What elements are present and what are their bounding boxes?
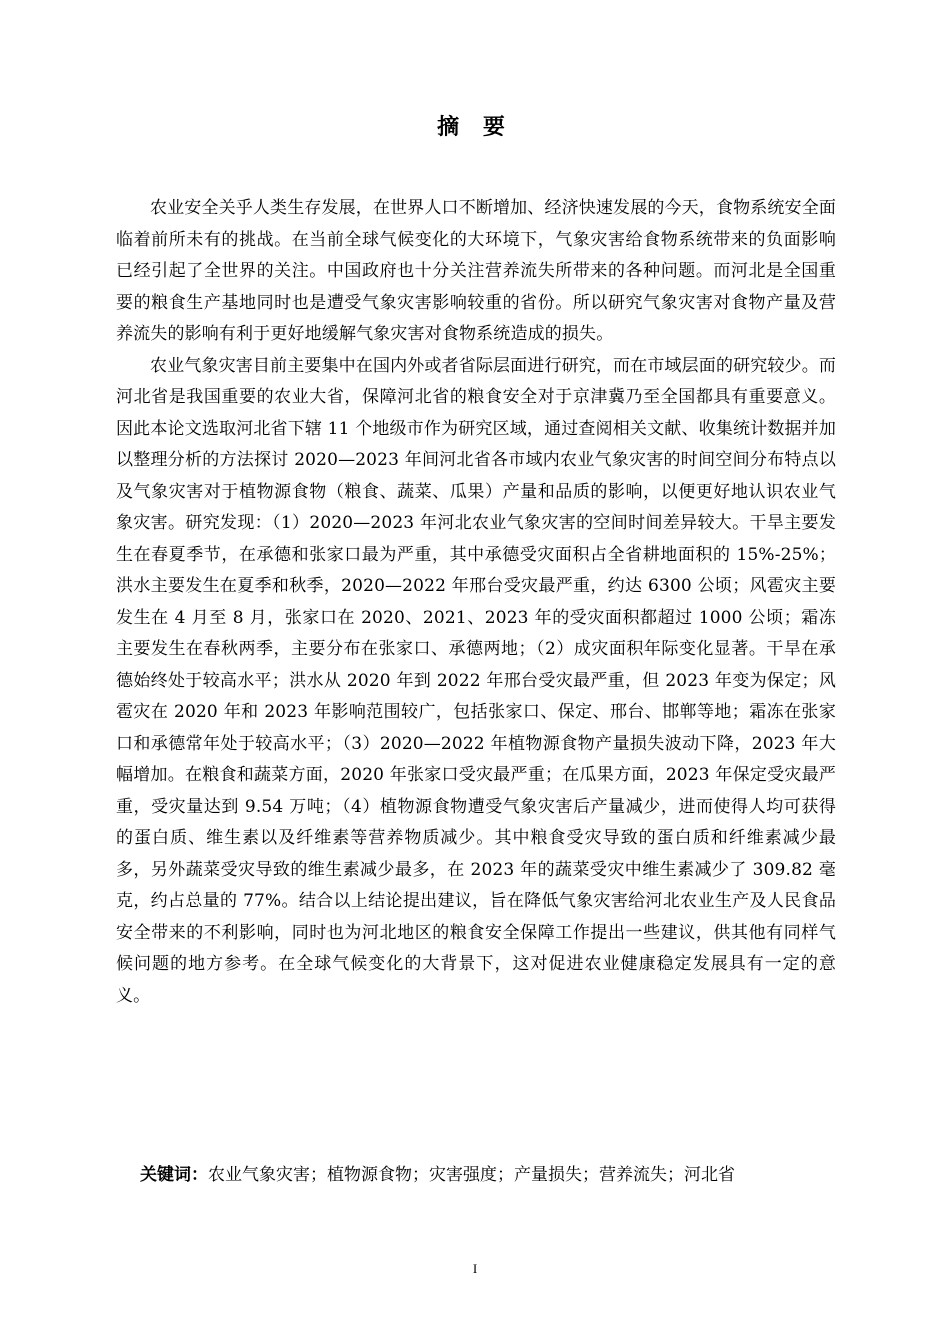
keywords-line	[140, 1161, 860, 1189]
abstract-body	[116, 193, 836, 1012]
abstract-paragraph-1: 农业安全关乎人类生存发展，在世界人口不断增加、经济快速发展的今天，食物系统安全面临着前所未有的挑战。在当前全球气候变化的大环境下，气象灾害给食物系统带来的负面影响已经引起了全世界的关注。中国政府也十分关注营养流失所带来的各种问题。而河北是全国重要的粮食生产基地同时也是遭受气象灾害影响较重的省份。所以研究气象灾害对食物产量及营养流失的影响有利于更好地缓解气象灾害对食物系统造成的损失。	[116, 198, 836, 344]
keywords-label: 关键词：	[140, 1165, 208, 1185]
page-title: 摘 要	[437, 115, 513, 140]
page-number: I	[472, 1261, 478, 1276]
keywords-text: 农业气象灾害；植物源食物；灾害强度；产量损失；营养流失；河北省	[208, 1165, 735, 1185]
abstract-paragraph-2: 农业气象灾害目前主要集中在国内外或者省际层面进行研究，而在市域层面的研究较少。而河北省是我国重要的农业大省，保障河北省的粮食安全对于京津冀乃至全国都具有重要意义。因此本论文选取河北省下辖 11 个地级市作为研究区域，通过查阅相关文献、收集统计数据并加以整理分析的方法探讨 2020—2023 年间河北省各市域内农业气象灾害的时间空间分布特点以及气象灾害对于植物源食物（粮食、蔬菜、瓜果）产量和品质的影响，以便更好地认识农业气象灾害。研究发现：（1）2020—2023 年河北农业气象灾害的空间时间差异较大。干旱主要发生在春夏季节，在承德和张家口最为严重，其中承德受灾面积占全省耕地面积的 15%-25%；洪水主要发生在夏季和秋季，2020—2022 年邢台受灾最严重，约达 6300 公顷；风雹灾主要发生在 4 月至 8 月，张家口在 2020、2021、2023 年的受灾面积都超过 1000 公顷；霜冻主要发生在春秋两季，主要分布在张家口、承德两地；（2）成灾面积年际变化显著。干旱在承德始终处于较高水平；洪水从 2020 年到 2022 年邢台受灾最严重，但 2023 年变为保定；风雹灾在 2020 年和 2023 年影响范围较广，包括张家口、保定、邢台、邯郸等地；霜冻在张家口和承德常年处于较高水平；（3）2020—2022 年植物源食物产量损失波动下降，2023 年大幅增加。在粮食和蔬菜方面，2020 年张家口受灾最严重；在瓜果方面，2023 年保定受灾最严重，受灾量达到 9.54 万吨；（4）植物源食物遭受气象灾害后产量减少，进而使得人均可获得的蛋白质、维生素以及纤维素等营养物质减少。其中粮食受灾导致的蛋白质和纤维素减少最多，另外蔬菜受灾导致的维生素减少最多，在 2023 年的蔬菜受灾中维生素减少了 309.82 毫克，约占总量的 77%。结合以上结论提出建议，旨在降低气象灾害给河北农业生产及人民食品安全带来的不利影响，同时也为河北地区的粮食安全保障工作提出一些建议，供其他有同样气候问题的地方参考。在全球气候变化的大背景下，这对促进农业健康稳定发展具有一定的意义。	[116, 355, 836, 1006]
